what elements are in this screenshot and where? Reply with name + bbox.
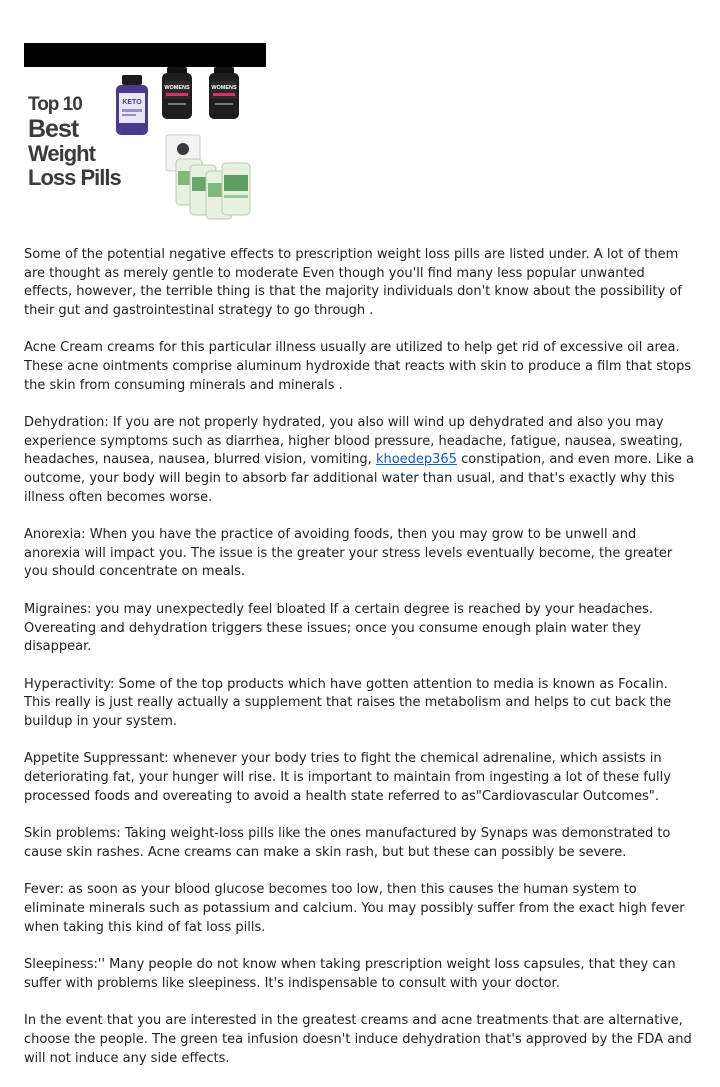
bottle-label: WOMENS	[211, 85, 237, 91]
paragraph-text: constipation, and even more. Like a outcome, your body will begin to absorb far additional water than usual, and that's exactly why this illness often becomes worse.	[24, 452, 694, 505]
hero-title-line: Top 10	[28, 94, 82, 115]
paragraph: Migraines: you may unexpectedly feel bloated If a certain degree is reached by your headaches. Overeating and dehydration triggers these issues; once you consume enough plain water they disappear.	[24, 601, 654, 655]
paragraph: Some of the potential negative effects to prescription weight loss pills are listed under. A lot of them are thought as merely gentle to moderate Even though you'll find many less popular unwanted effects, however, the terrible thing is that the majority individuals don't know about the possibility of their gut and gastrointestinal strategy to go through .	[24, 247, 682, 318]
bottle-label: WOMENS	[164, 85, 190, 91]
womens-bottle	[162, 67, 192, 119]
paragraph: Sleepiness:'' Many people do not know when taking prescription weight loss capsules, that they can suffer with problems like sleepiness. It's indispensable to consult with your doctor.	[24, 957, 676, 991]
paragraph: Acne Cream creams for this particular illness usually are utilized to help get rid of excessive oil area. These acne ointments comprise aluminum hydroxide that reacts with skin to produce a film that stops the skin from consuming minerals and minerals .	[24, 340, 692, 393]
hero-title-line: Best	[28, 115, 79, 143]
bottle-label: KETO	[122, 99, 142, 106]
hero-image-content	[24, 67, 266, 245]
paragraph	[24, 414, 696, 507]
womens-bottle	[209, 67, 239, 119]
paragraph: Skin problems: Taking weight-loss pills like the ones manufactured by Synaps was demonstrated to cause skin rashes. Acne creams can make a skin rash, but but these can possibly be severe.	[24, 826, 671, 860]
paragraph: Anorexia: When you have the practice of avoiding foods, then you may grow to be unwell and anorexia will impact you. The issue is the greater your stress levels eventually become, the greater you should concentrate on meals.	[24, 527, 673, 580]
hero-image	[24, 43, 266, 225]
paragraph: In the event that you are interested in the greatest creams and acne treatments that are alternative, choose the people. The green tea infusion doesn't induce dehydration that's approved by the FDA and will not induce any side effects.	[24, 1013, 692, 1066]
paragraph: Hyperactivity: Some of the top products which have gotten attention to media is known as Focalin. This really is just really actually a supplement that raises the metabolism and helps to cut back the buildup in your system.	[24, 676, 672, 729]
khoedep365-link[interactable]: khoedep365	[375, 452, 457, 468]
paragraph: Fever: as soon as your blood glucose becomes too low, then this causes the human system to eliminate minerals such as potassium and calcium. You may possibly suffer from the exact high fever when taking this kind of fat loss pills.	[24, 882, 685, 935]
article-body	[24, 246, 696, 1087]
hero-title-line: Loss Pills	[28, 165, 121, 190]
box-emblem	[177, 143, 189, 155]
hero-title-line: Weight	[28, 141, 95, 166]
pill-bottles-illustration	[110, 67, 266, 225]
green-bottles	[176, 159, 250, 219]
paragraph-text: Dehydration: If you are not properly hydrated, you also will wind up dehydrated and also you may experience symptoms such as diarrhea, higher blood pressure, headache, fatigue, nausea, sweating, headaches, nausea, nausea, blurred vision, vomiting,	[24, 415, 683, 468]
keto-bottle	[116, 75, 148, 135]
paragraph: Appetite Suppressant: whenever your body tries to fight the chemical adrenaline, which assists in deteriorating fat, your hunger will rise. It is important to maintain from ingesting a lot of these fully processed foods and overeating to avoid a health state referred to as"Cardiovascular Outcomes".	[24, 751, 671, 804]
